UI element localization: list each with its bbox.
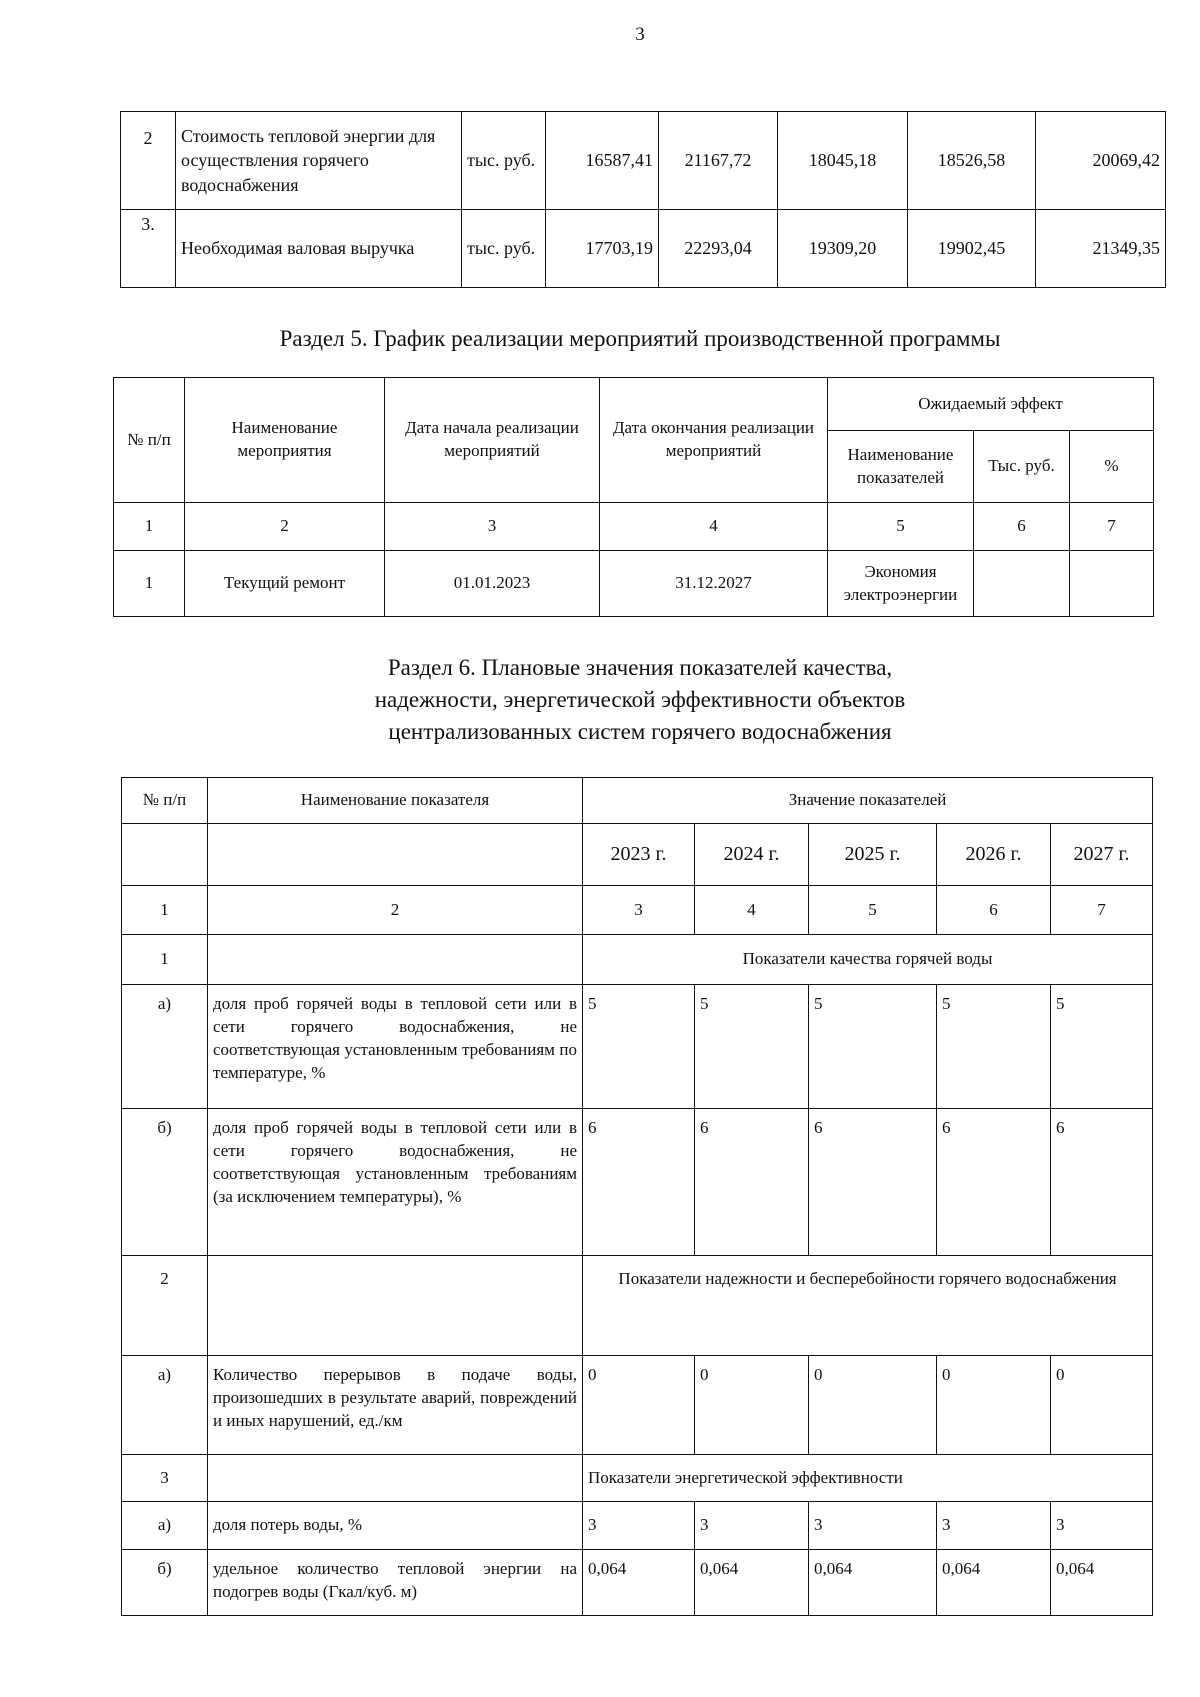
row-name: Стоимость тепловой энергии для осуществления горячего водоснабжения — [176, 112, 462, 210]
table-row — [122, 1356, 1153, 1455]
row-name: Необходимая валовая выручка — [176, 210, 462, 288]
table-row — [122, 1109, 1153, 1256]
row-end-date: 31.12.2027 — [600, 551, 828, 617]
header-expected-effect: Ожидаемый эффект — [828, 378, 1154, 431]
group-row — [122, 1455, 1153, 1502]
section6-title-line: Раздел 6. Плановые значения показателей качества, — [387, 655, 893, 680]
column-number: 5 — [828, 503, 974, 551]
header-end-date: Дата окончания реализации мероприятий — [600, 378, 828, 503]
header-year: 2024 г. — [695, 824, 809, 886]
value-cell: 19902,45 — [908, 210, 1036, 288]
header-year: 2026 г. — [937, 824, 1051, 886]
row-label: б) — [122, 1550, 208, 1616]
column-number-row — [114, 503, 1154, 551]
row-name: Текущий ремонт — [185, 551, 385, 617]
value-cell: 3 — [937, 1502, 1051, 1550]
row-label: а) — [122, 1502, 208, 1550]
row-indicator: Экономия электроэнергии — [828, 551, 974, 617]
column-number: 5 — [809, 886, 937, 935]
column-number: 2 — [208, 886, 583, 935]
empty-cell — [208, 1455, 583, 1502]
row-start-date: 01.01.2023 — [385, 551, 600, 617]
column-number: 1 — [114, 503, 185, 551]
value-cell: 17703,19 — [546, 210, 659, 288]
table-row — [122, 1550, 1153, 1616]
value-cell: 6 — [1051, 1109, 1153, 1256]
column-number: 3 — [583, 886, 695, 935]
table-row — [122, 1502, 1153, 1550]
row-number: 2 — [121, 112, 176, 210]
value-cell: 5 — [695, 985, 809, 1109]
row-thousand-rub — [974, 551, 1070, 617]
value-cell: 18526,58 — [908, 112, 1036, 210]
value-cell: 0,064 — [937, 1550, 1051, 1616]
header-year: 2025 г. — [809, 824, 937, 886]
value-cell: 22293,04 — [659, 210, 778, 288]
column-number: 4 — [600, 503, 828, 551]
group-title: Показатели качества горячей воды — [583, 935, 1153, 985]
value-cell: 5 — [583, 985, 695, 1109]
header-num: № п/п — [114, 378, 185, 503]
section6-title-line: централизованных систем горячего водоснабжения — [388, 719, 892, 745]
value-cell: 6 — [695, 1109, 809, 1256]
schedule-table — [113, 377, 1154, 617]
table-header-row — [114, 378, 1154, 431]
section6-title — [0, 652, 1200, 749]
page-number: 3 — [635, 24, 645, 45]
value-cell: 0 — [695, 1356, 809, 1455]
value-cell: 0 — [809, 1356, 937, 1455]
group-row — [122, 935, 1153, 985]
value-cell: 16587,41 — [546, 112, 659, 210]
header-values: Значение показателей — [583, 778, 1153, 824]
table-header-row — [122, 824, 1153, 886]
value-cell: 3 — [1051, 1502, 1153, 1550]
empty-cell — [208, 935, 583, 985]
group-title: Показатели энергетической эффективности — [583, 1455, 1153, 1502]
column-number: 7 — [1051, 886, 1153, 935]
value-cell: 3 — [695, 1502, 809, 1550]
value-cell: 6 — [937, 1109, 1051, 1256]
row-number: 3. — [121, 210, 176, 288]
cost-table — [120, 111, 1166, 288]
column-number: 6 — [974, 503, 1070, 551]
empty-cell — [208, 1256, 583, 1356]
header-year: 2027 г. — [1051, 824, 1153, 886]
value-cell: 0,064 — [1051, 1550, 1153, 1616]
value-cell: 5 — [1051, 985, 1153, 1109]
group-number: 2 — [122, 1256, 208, 1356]
header-name: Наименование мероприятия — [185, 378, 385, 503]
table-row — [121, 112, 1166, 210]
value-cell: 0,064 — [809, 1550, 937, 1616]
column-number: 3 — [385, 503, 600, 551]
table-row — [121, 210, 1166, 288]
value-cell: 20069,42 — [1036, 112, 1166, 210]
row-percent — [1070, 551, 1154, 617]
row-name: доля проб горячей воды в тепловой сети или в сети горячего водоснабжения, не соответствующая установленным требованиям по температуре, % — [208, 985, 583, 1109]
value-cell: 0,064 — [695, 1550, 809, 1616]
group-number: 1 — [122, 935, 208, 985]
column-number: 7 — [1070, 503, 1154, 551]
value-cell: 19309,20 — [778, 210, 908, 288]
row-label: б) — [122, 1109, 208, 1256]
header-start-date: Дата начала реализации мероприятий — [385, 378, 600, 503]
indicators-table — [121, 777, 1153, 1616]
table-header-row — [122, 778, 1153, 824]
table-row — [122, 985, 1153, 1109]
section6-title-line: надежности, энергетической эффективности объектов — [374, 687, 906, 713]
value-cell: 6 — [583, 1109, 695, 1256]
value-cell: 5 — [809, 985, 937, 1109]
row-unit: тыс. руб. — [462, 210, 546, 288]
row-label: а) — [122, 1356, 208, 1455]
header-name: Наименование показателя — [208, 778, 583, 824]
row-name: Количество перерывов в подаче воды, произошедших в результате аварий, повреждений и иных нарушений, ед./км — [208, 1356, 583, 1455]
column-number: 6 — [937, 886, 1051, 935]
value-cell: 0,064 — [583, 1550, 695, 1616]
group-title: Показатели надежности и бесперебойности горячего водоснабжения — [583, 1256, 1153, 1356]
header-num: № п/п — [122, 778, 208, 824]
empty-cell — [208, 824, 583, 886]
header-thousand-rub: Тыс. руб. — [974, 431, 1070, 503]
value-cell: 0 — [583, 1356, 695, 1455]
header-percent: % — [1070, 431, 1154, 503]
group-number: 3 — [122, 1455, 208, 1502]
column-number: 4 — [695, 886, 809, 935]
row-name: доля потерь воды, % — [208, 1502, 583, 1550]
row-unit: тыс. руб. — [462, 112, 546, 210]
table-row — [114, 551, 1154, 617]
value-cell: 0 — [937, 1356, 1051, 1455]
value-cell: 21349,35 — [1036, 210, 1166, 288]
row-number: 1 — [114, 551, 185, 617]
header-year: 2023 г. — [583, 824, 695, 886]
value-cell: 0 — [1051, 1356, 1153, 1455]
section5-title: Раздел 5. График реализации мероприятий производственной программы — [279, 326, 1001, 351]
value-cell: 5 — [937, 985, 1051, 1109]
value-cell: 3 — [583, 1502, 695, 1550]
column-number: 2 — [185, 503, 385, 551]
row-label: а) — [122, 985, 208, 1109]
column-number-row — [122, 886, 1153, 935]
column-number: 1 — [122, 886, 208, 935]
value-cell: 18045,18 — [778, 112, 908, 210]
value-cell: 21167,72 — [659, 112, 778, 210]
value-cell: 3 — [809, 1502, 937, 1550]
row-name: доля проб горячей воды в тепловой сети или в сети горячего водоснабжения, не соответствующая установленным требованиям (за исключением температуры), % — [208, 1109, 583, 1256]
value-cell: 6 — [809, 1109, 937, 1256]
row-name: удельное количество тепловой энергии на подогрев воды (Гкал/куб. м) — [208, 1550, 583, 1616]
empty-cell — [122, 824, 208, 886]
header-indicator: Наименование показателей — [828, 431, 974, 503]
group-row — [122, 1256, 1153, 1356]
